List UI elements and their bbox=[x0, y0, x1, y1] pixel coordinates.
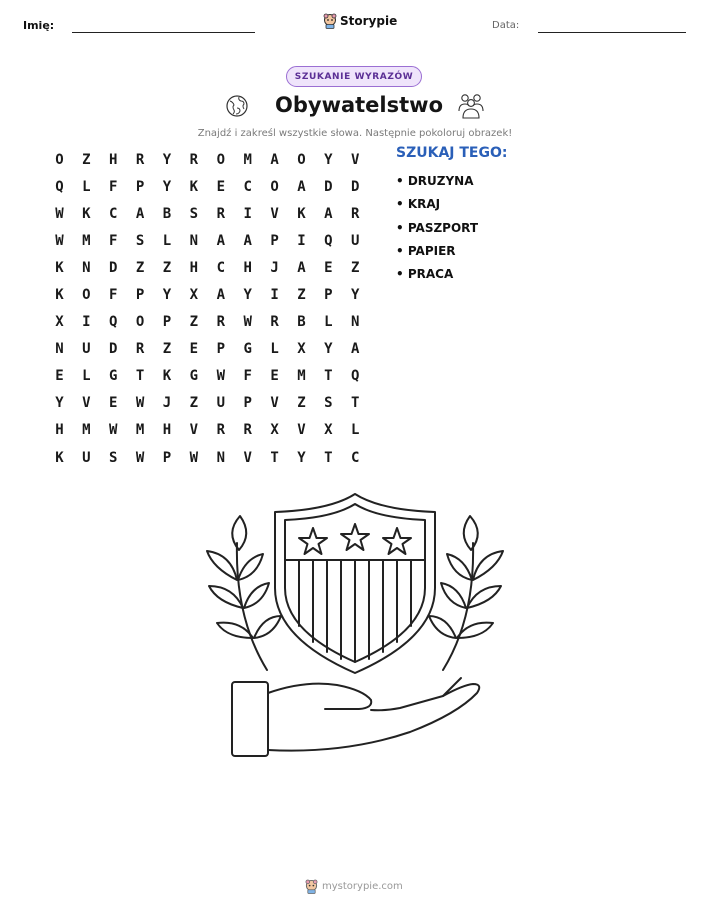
grid-letter[interactable]: Y bbox=[243, 287, 252, 304]
grid-letter[interactable]: L bbox=[162, 232, 172, 249]
grid-letter[interactable]: X bbox=[297, 341, 306, 358]
name-label: Imię: bbox=[23, 19, 55, 32]
grid-letter[interactable]: H bbox=[162, 422, 172, 439]
grid-letter[interactable]: H bbox=[55, 422, 64, 439]
grid-letter[interactable]: Y bbox=[162, 151, 172, 168]
grid-letter[interactable]: F bbox=[109, 178, 118, 195]
grid-letter[interactable]: Z bbox=[82, 151, 91, 168]
word-list-item: • PAPIER bbox=[396, 243, 456, 258]
grid-letter[interactable]: L bbox=[351, 422, 360, 439]
grid-letter[interactable]: G bbox=[109, 368, 118, 385]
grid-letter[interactable]: T bbox=[351, 395, 360, 412]
word-list-item: • PRACA bbox=[396, 267, 454, 282]
grid-letter[interactable]: I bbox=[270, 287, 279, 304]
grid-letter[interactable]: K bbox=[162, 368, 172, 385]
grid-letter[interactable]: R bbox=[216, 205, 225, 222]
brand-name: Storypie bbox=[340, 14, 398, 28]
grid-letter[interactable]: R bbox=[270, 314, 279, 331]
grid-letter[interactable]: F bbox=[243, 368, 252, 385]
grid-letter[interactable]: Z bbox=[297, 287, 306, 304]
grid-letter[interactable]: Y bbox=[351, 287, 360, 304]
grid-letter[interactable]: R bbox=[135, 151, 145, 168]
grid-letter[interactable]: A bbox=[243, 232, 252, 249]
word-list-title: SZUKAJ TEGO: bbox=[396, 145, 508, 161]
people-group-icon bbox=[456, 91, 486, 119]
grid-letter[interactable]: S bbox=[324, 395, 333, 412]
grid-letter[interactable]: E bbox=[216, 178, 225, 195]
word-list-item: • KRAJ bbox=[396, 197, 441, 212]
grid-letter[interactable]: M bbox=[243, 151, 252, 168]
grid-letter[interactable]: T bbox=[270, 449, 279, 466]
grid-letter[interactable]: N bbox=[351, 314, 360, 331]
grid-letter[interactable]: V bbox=[270, 205, 279, 222]
grid-letter[interactable]: H bbox=[189, 259, 199, 276]
grid-letter[interactable]: T bbox=[324, 449, 333, 466]
grid-letter[interactable]: W bbox=[189, 449, 199, 466]
grid-letter[interactable]: P bbox=[162, 314, 172, 331]
grid-letter[interactable]: L bbox=[324, 314, 333, 331]
word-list bbox=[396, 172, 478, 288]
grid-letter[interactable]: G bbox=[189, 368, 199, 385]
grid-letter[interactable]: L bbox=[270, 341, 279, 358]
grid-letter[interactable]: I bbox=[82, 314, 91, 331]
grid-letter[interactable]: X bbox=[324, 422, 333, 439]
grid-letter[interactable]: V bbox=[189, 422, 199, 439]
grid-letter[interactable]: Z bbox=[162, 341, 172, 358]
grid-letter[interactable]: Y bbox=[324, 151, 333, 168]
grid-letter[interactable]: O bbox=[270, 178, 279, 195]
grid-letter[interactable]: W bbox=[135, 395, 145, 412]
date-field[interactable] bbox=[538, 32, 686, 33]
instructions: Znajdź i zakreśl wszystkie słowa. Następnie pokoloruj obrazek! bbox=[197, 128, 513, 139]
grid-letter[interactable]: A bbox=[324, 205, 333, 222]
grid-letter[interactable]: C bbox=[351, 449, 360, 466]
grid-letter[interactable]: P bbox=[216, 341, 225, 358]
grid-letter[interactable]: X bbox=[55, 314, 64, 331]
word-search-grid[interactable] bbox=[46, 146, 369, 471]
grid-letter[interactable]: T bbox=[324, 368, 333, 385]
grid-letter[interactable]: V bbox=[82, 395, 91, 412]
grid-letter[interactable]: M bbox=[135, 422, 145, 439]
grid-letter[interactable]: V bbox=[297, 422, 306, 439]
grid-letter[interactable]: Y bbox=[324, 341, 333, 358]
grid-letter[interactable]: K bbox=[55, 259, 64, 276]
grid-letter[interactable]: C bbox=[216, 259, 225, 276]
grid-letter[interactable]: Q bbox=[55, 178, 64, 195]
grid-letter[interactable]: W bbox=[216, 368, 225, 385]
grid-letter[interactable]: Y bbox=[162, 178, 172, 195]
grid-letter[interactable]: J bbox=[270, 259, 279, 276]
grid-letter[interactable]: E bbox=[324, 259, 333, 276]
grid-letter[interactable]: N bbox=[189, 232, 199, 249]
grid-letter[interactable]: B bbox=[297, 314, 306, 331]
grid-letter[interactable]: Z bbox=[162, 259, 172, 276]
grid-letter[interactable]: Z bbox=[297, 395, 306, 412]
grid-letter[interactable]: L bbox=[82, 368, 91, 385]
grid-letter[interactable]: V bbox=[270, 395, 279, 412]
grid-letter[interactable]: M bbox=[297, 368, 306, 385]
grid-letter[interactable]: H bbox=[243, 259, 252, 276]
grid-letter[interactable]: C bbox=[109, 205, 118, 222]
grid-letter[interactable]: U bbox=[82, 449, 91, 466]
grid-letter[interactable]: B bbox=[162, 205, 172, 222]
grid-letter[interactable]: K bbox=[55, 449, 64, 466]
grid-letter[interactable]: D bbox=[109, 259, 118, 276]
word-list-item: • DRUZYNA bbox=[396, 174, 474, 188]
grid-letter[interactable]: H bbox=[109, 151, 118, 168]
grid-letter[interactable]: P bbox=[324, 287, 333, 304]
grid-letter[interactable]: R bbox=[216, 314, 225, 331]
grid-letter[interactable]: Z bbox=[189, 314, 199, 331]
shield-laurel-hand-icon[interactable] bbox=[195, 488, 515, 763]
grid-letter[interactable]: A bbox=[297, 178, 306, 195]
grid-letter[interactable]: Y bbox=[55, 395, 64, 412]
grid-letter[interactable]: O bbox=[82, 287, 91, 304]
grid-letter[interactable]: Q bbox=[351, 368, 360, 385]
grid-letter[interactable]: X bbox=[270, 422, 279, 439]
grid-letter[interactable]: Q bbox=[324, 232, 333, 249]
grid-letter[interactable]: D bbox=[109, 341, 118, 358]
grid-letter[interactable]: M bbox=[82, 232, 91, 249]
grid-letter[interactable]: D bbox=[351, 178, 360, 195]
grid-letter[interactable]: A bbox=[270, 151, 279, 168]
grid-letter[interactable]: E bbox=[189, 341, 199, 358]
grid-letter[interactable]: N bbox=[216, 449, 225, 466]
grid-letter[interactable]: N bbox=[55, 341, 64, 358]
date-label: Data: bbox=[492, 20, 520, 31]
grid-letter[interactable]: U bbox=[216, 395, 225, 412]
grid-letter[interactable]: P bbox=[270, 232, 279, 249]
grid-letter[interactable]: W bbox=[135, 449, 145, 466]
grid-letter[interactable]: P bbox=[135, 287, 145, 304]
footer-url: mystorypie.com bbox=[322, 881, 403, 892]
grid-letter[interactable]: Z bbox=[135, 259, 145, 276]
grid-letter[interactable]: O bbox=[55, 151, 64, 168]
brand-logo[interactable] bbox=[323, 13, 397, 29]
grid-letter[interactable]: W bbox=[55, 205, 64, 222]
grid-letter[interactable]: K bbox=[297, 205, 306, 222]
grid-letter[interactable]: N bbox=[82, 259, 91, 276]
grid-letter[interactable]: X bbox=[189, 287, 199, 304]
grid-letter[interactable]: A bbox=[216, 287, 225, 304]
footer[interactable] bbox=[305, 879, 403, 894]
grid-letter[interactable]: S bbox=[109, 449, 118, 466]
grid-letter[interactable]: C bbox=[243, 178, 252, 195]
grid-letter[interactable]: I bbox=[297, 232, 306, 249]
grid-letter[interactable]: O bbox=[135, 314, 145, 331]
grid-letter[interactable]: M bbox=[82, 422, 91, 439]
grid-letter[interactable]: V bbox=[351, 151, 360, 168]
mascot-icon bbox=[323, 13, 337, 29]
mascot-icon bbox=[305, 879, 318, 894]
grid-letter[interactable]: S bbox=[135, 232, 145, 249]
grid-letter[interactable]: E bbox=[55, 368, 64, 385]
grid-letter[interactable]: A bbox=[135, 205, 145, 222]
grid-letter[interactable]: I bbox=[243, 205, 252, 222]
grid-letter[interactable]: K bbox=[55, 287, 64, 304]
grid-letter[interactable]: Z bbox=[189, 395, 199, 412]
grid-letter[interactable]: Y bbox=[162, 287, 172, 304]
grid-letter[interactable]: L bbox=[82, 178, 91, 195]
grid-letter[interactable]: G bbox=[243, 341, 252, 358]
category-badge: SZUKANIE WYRAZÓW bbox=[286, 66, 422, 87]
grid-letter[interactable]: A bbox=[297, 259, 306, 276]
grid-letter[interactable]: U bbox=[351, 232, 360, 249]
grid-letter[interactable]: R bbox=[216, 422, 225, 439]
grid-letter[interactable]: A bbox=[216, 232, 225, 249]
grid-letter[interactable]: Z bbox=[351, 259, 360, 276]
grid-letter[interactable]: R bbox=[243, 422, 252, 439]
page-title: Obywatelstwo bbox=[275, 93, 443, 117]
grid-letter[interactable]: R bbox=[135, 341, 145, 358]
grid-letter[interactable]: F bbox=[109, 287, 118, 304]
grid-letter[interactable]: K bbox=[189, 178, 199, 195]
grid-letter[interactable]: K bbox=[82, 205, 91, 222]
grid-letter[interactable]: W bbox=[243, 314, 252, 331]
grid-letter[interactable]: Q bbox=[109, 314, 118, 331]
grid-letter[interactable]: T bbox=[135, 368, 145, 385]
name-field[interactable] bbox=[72, 32, 255, 33]
grid-letter[interactable]: F bbox=[109, 232, 118, 249]
grid-letter[interactable]: D bbox=[324, 178, 333, 195]
grid-letter[interactable]: S bbox=[189, 205, 199, 222]
grid-letter[interactable]: O bbox=[216, 151, 225, 168]
grid-letter[interactable]: P bbox=[135, 178, 145, 195]
grid-letter[interactable]: P bbox=[243, 395, 252, 412]
grid-letter[interactable]: U bbox=[82, 341, 91, 358]
grid-letter[interactable]: V bbox=[243, 449, 252, 466]
grid-letter[interactable]: R bbox=[351, 205, 360, 222]
grid-letter[interactable]: J bbox=[162, 395, 172, 412]
grid-letter[interactable]: W bbox=[109, 422, 118, 439]
grid-letter[interactable]: Y bbox=[297, 449, 306, 466]
grid-letter[interactable]: P bbox=[162, 449, 172, 466]
grid-letter[interactable]: A bbox=[351, 341, 360, 358]
word-list-item: • PASZPORT bbox=[396, 220, 479, 235]
grid-letter[interactable]: W bbox=[55, 232, 64, 249]
grid-letter[interactable]: R bbox=[189, 151, 199, 168]
grid-letter[interactable]: O bbox=[297, 151, 306, 168]
grid-letter[interactable]: E bbox=[109, 395, 118, 412]
grid-letter[interactable]: E bbox=[270, 368, 279, 385]
